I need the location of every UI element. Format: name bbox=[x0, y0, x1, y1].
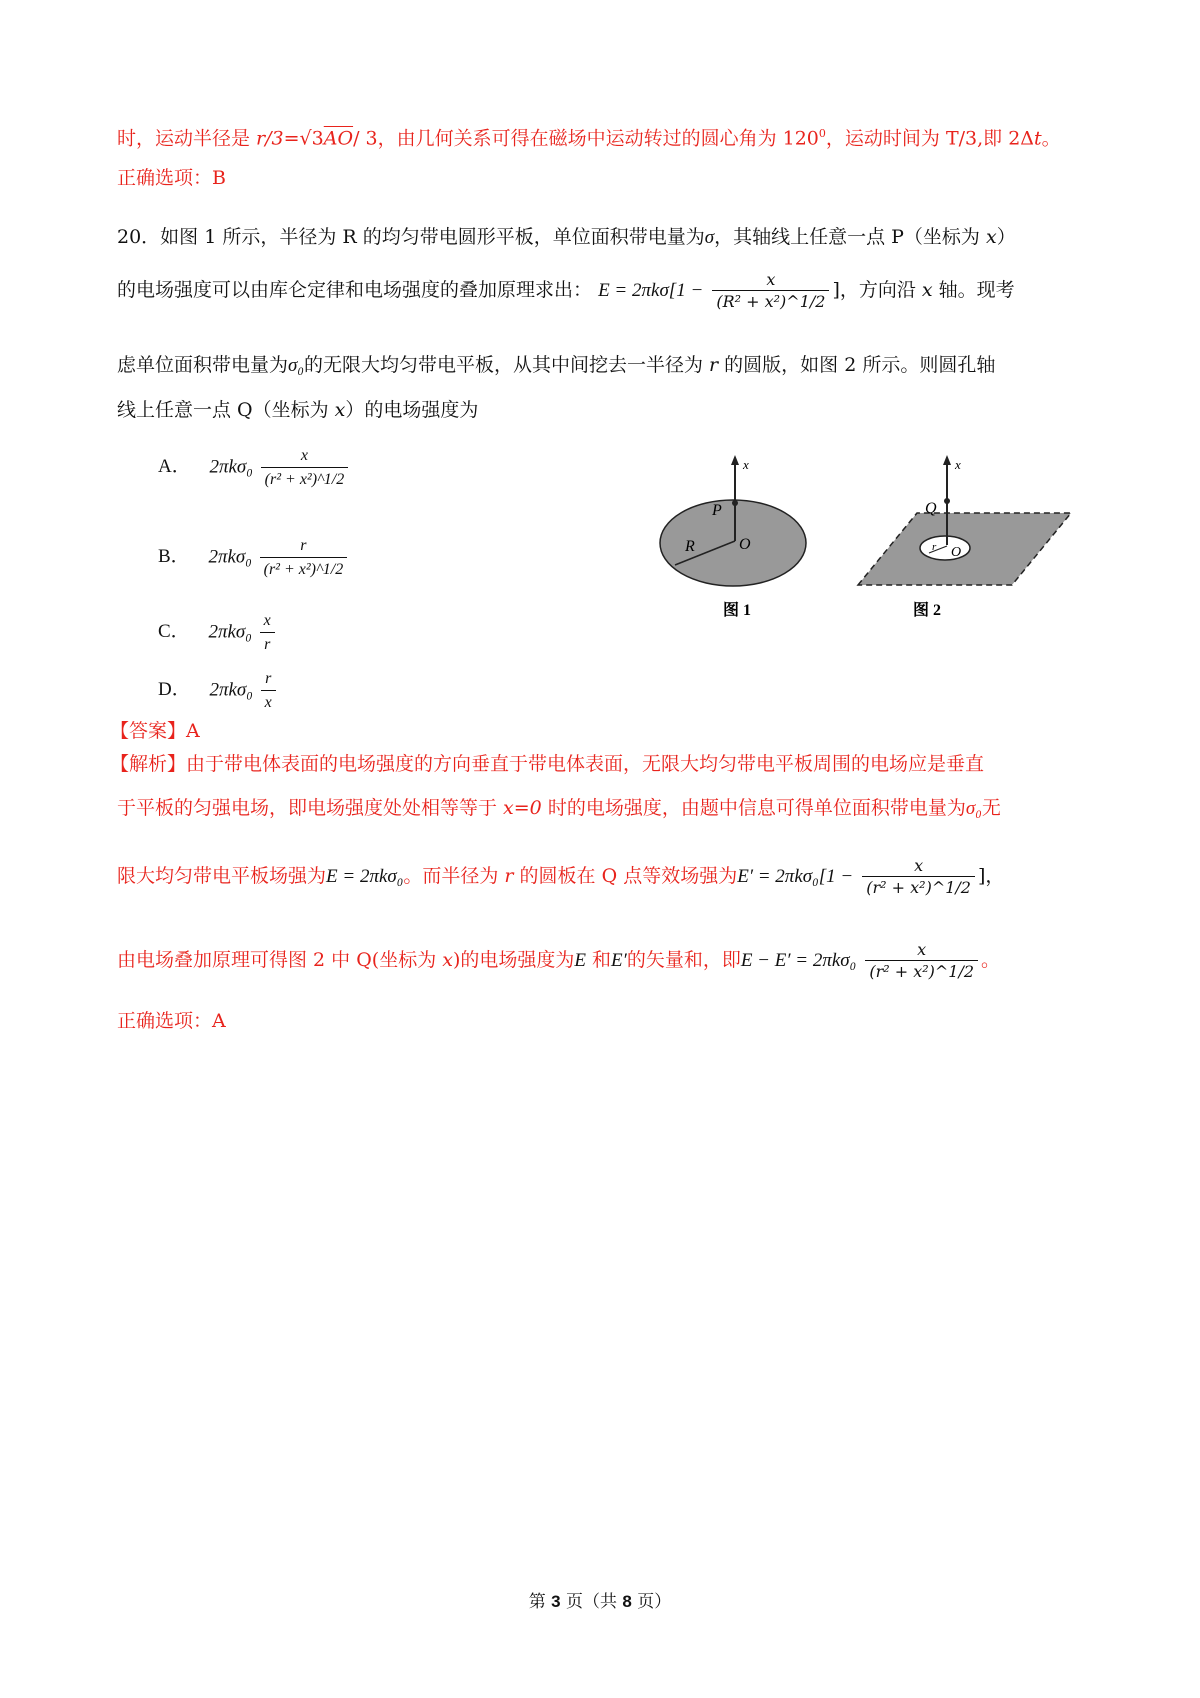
option-a-label: A． bbox=[158, 456, 191, 478]
analysis-frac2-num: x bbox=[865, 942, 978, 961]
question-line-3 bbox=[117, 356, 995, 375]
analysis-3a: 限大均匀带电平板场强为 bbox=[117, 865, 327, 887]
analysis-line-1 bbox=[110, 755, 984, 774]
prev-text-b: ，由几何关系可得在磁场中运动转过的圆心角为 120 bbox=[377, 127, 819, 150]
answer-value: A bbox=[186, 720, 200, 742]
prev-sqrt: √3 bbox=[299, 127, 324, 150]
analysis-4a: 由电场叠加原理可得图 2 中 Q(坐标为 bbox=[117, 949, 443, 971]
q3-text-b: 的无限大均匀带电平板，从其中间挖去一半径为 bbox=[304, 354, 710, 376]
prev-t: t bbox=[1034, 127, 1042, 150]
footer-mid: 页（共 bbox=[560, 1592, 623, 1612]
option-c-fraction bbox=[260, 612, 275, 654]
analysis-fraction-1 bbox=[862, 858, 975, 896]
option-a-num: x bbox=[261, 447, 349, 468]
q2-frac-den: (R² + x²)^1/2 bbox=[716, 292, 826, 311]
fig2-q-label: Q bbox=[925, 500, 937, 517]
q4-text-b: ）的电场强度为 bbox=[345, 399, 479, 421]
q-text-c: ） bbox=[996, 226, 1016, 248]
analysis-2a: 于平板的匀强电场，即电场强度处处相等等于 bbox=[117, 797, 504, 819]
answer-tag: 【答案】 bbox=[110, 720, 187, 742]
prev-line-1 bbox=[117, 128, 1061, 148]
q4-x: x bbox=[334, 399, 346, 421]
analysis-4x: x bbox=[442, 949, 453, 971]
option-b-label: B． bbox=[158, 546, 190, 568]
figure-diagram bbox=[655, 455, 1075, 665]
option-d[interactable] bbox=[158, 670, 279, 712]
prev-answer: 正确选项：B bbox=[117, 167, 226, 189]
option-c-coef: 2πkσ₀ bbox=[208, 621, 252, 643]
analysis-line-3 bbox=[117, 858, 1004, 896]
fig2-arrow-icon bbox=[943, 455, 951, 465]
analysis-4b: )的电场强度为 bbox=[452, 949, 575, 971]
fig1-arrow-icon bbox=[731, 455, 739, 465]
analysis-text-1: 由于带电体表面的电场强度的方向垂直于带电体表面，无限大均匀带电平板周围的电场应是垂直 bbox=[186, 753, 985, 775]
question-line-4 bbox=[117, 401, 478, 420]
analysis-3end: ]， bbox=[977, 865, 1005, 887]
fig2-point-q bbox=[944, 498, 950, 504]
prev-div: / 3 bbox=[353, 127, 378, 150]
q4-text: 线上任意一点 Q（坐标为 bbox=[117, 399, 335, 421]
fig2-r-label: r bbox=[932, 541, 937, 553]
analysis-3b: 。而半径为 bbox=[403, 865, 505, 887]
option-c-den: r bbox=[264, 636, 271, 653]
option-b-coef: 2πkσ₀ bbox=[208, 546, 252, 568]
q-text-b: ，其轴线上任意一点 P（坐标为 bbox=[714, 226, 986, 248]
option-b[interactable] bbox=[158, 537, 350, 579]
analysis-2b: 时的电场强度，由题中信息可得单位面积带电量为 bbox=[541, 797, 966, 819]
option-d-fraction bbox=[261, 670, 276, 712]
q-text: 20．如图 1 所示，半径为 R 的均匀带电圆形平板，单位面积带电量为 bbox=[117, 226, 705, 248]
option-c-label: C． bbox=[158, 621, 190, 643]
footer-post: 页） bbox=[631, 1592, 672, 1612]
analysis-3c: 的圆板在 Q 点等效场强为 bbox=[513, 865, 738, 887]
q2-x: x bbox=[921, 279, 933, 301]
plane-hole bbox=[920, 536, 970, 560]
question-line-1 bbox=[117, 228, 1016, 247]
option-a-fraction bbox=[261, 447, 349, 489]
q2-fraction bbox=[712, 272, 829, 310]
analysis-4e2: E′ bbox=[611, 950, 627, 971]
analysis-r: r bbox=[504, 865, 514, 887]
fig2-axis-label: x bbox=[955, 457, 961, 472]
analysis-fraction-2 bbox=[865, 942, 978, 980]
option-d-coef: 2πkσ₀ bbox=[209, 679, 253, 701]
footer-total-pages: 8 bbox=[622, 1592, 632, 1611]
analysis-4c: 的矢量和，即 bbox=[626, 949, 741, 971]
footer-page-number: 3 bbox=[551, 1592, 561, 1611]
analysis-4and: 和 bbox=[586, 949, 612, 971]
fig2-caption: 图 2 bbox=[913, 602, 942, 619]
fig1-point-p bbox=[732, 500, 738, 506]
q3-r: r bbox=[709, 354, 719, 376]
footer-pre: 第 bbox=[528, 1592, 552, 1612]
q3-text: 虑单位面积带电量为 bbox=[117, 354, 289, 376]
option-d-den: x bbox=[264, 694, 272, 711]
analysis-4e: E bbox=[574, 950, 586, 971]
option-a[interactable] bbox=[158, 447, 351, 489]
q3-text-c: 的圆版，如图 2 所示。则圆孔轴 bbox=[718, 354, 996, 376]
option-d-num: r bbox=[261, 670, 276, 691]
fig1-caption: 图 1 bbox=[723, 602, 752, 619]
analysis-4end: 。 bbox=[981, 949, 1001, 971]
analysis-final: 正确选项：A bbox=[117, 1010, 226, 1032]
prev-degree: 0 bbox=[818, 127, 826, 140]
fig1-o-label: O bbox=[739, 536, 751, 553]
q2-text: 的电场强度可以由库仑定律和电场强度的叠加原理求出： bbox=[117, 279, 593, 301]
question-line-2 bbox=[117, 272, 1015, 310]
prev-text-c: ，运动时间为 T/3,即 2Δ bbox=[825, 127, 1034, 150]
analysis-2c: 无 bbox=[981, 797, 1001, 819]
prev-text-a: 时，运动半径是 bbox=[117, 127, 257, 150]
analysis-frac2-den: (r² + x²)^1/2 bbox=[869, 962, 975, 981]
analysis-sigma0: σ₀ bbox=[965, 798, 982, 819]
answer-line bbox=[110, 722, 200, 741]
prev-end: 。 bbox=[1041, 127, 1061, 150]
analysis-line-4 bbox=[117, 942, 1000, 980]
analysis-tag: 【解析】 bbox=[110, 753, 187, 775]
prev-ao: $\overline{AO}$ bbox=[323, 127, 354, 150]
option-a-den: (r² + x²)^1/2 bbox=[264, 471, 345, 488]
q2-formula: E = 2πkσ[1 − bbox=[598, 280, 704, 301]
fig1-axis-label: x bbox=[743, 457, 749, 472]
option-c-num: x bbox=[260, 612, 275, 633]
q-sigma: σ bbox=[704, 227, 715, 248]
analysis-line-2 bbox=[117, 799, 1001, 818]
q2-text-b: ]，方向沿 bbox=[832, 279, 922, 301]
analysis-frac1-num: x bbox=[862, 858, 975, 877]
q3-sigma0: σ₀ bbox=[288, 355, 304, 376]
option-b-fraction bbox=[260, 537, 348, 579]
q2-frac-num: x bbox=[712, 272, 829, 291]
option-b-num: r bbox=[260, 537, 348, 558]
option-d-label: D． bbox=[158, 679, 191, 701]
analysis-x0: x=0 bbox=[503, 797, 542, 819]
analysis-eq3: E − E′ = 2πkσ₀ bbox=[740, 950, 857, 971]
page-footer bbox=[0, 1587, 1200, 1612]
analysis-eq2: E′ = 2πkσ₀[1 − bbox=[737, 866, 854, 887]
fig1-p-label: P bbox=[712, 502, 722, 519]
prev-r3: r/3= bbox=[256, 127, 300, 150]
fig1-r-label: R bbox=[685, 538, 695, 555]
q2-text-c: 轴。现考 bbox=[932, 279, 1015, 301]
analysis-eq1: E = 2πkσ₀ bbox=[326, 866, 404, 887]
option-c[interactable] bbox=[158, 612, 278, 654]
option-a-coef: 2πkσ₀ bbox=[209, 456, 253, 478]
option-b-den: (r² + x²)^1/2 bbox=[263, 561, 344, 578]
fig2-o-label: O bbox=[951, 545, 962, 560]
q-x: x bbox=[985, 226, 997, 248]
analysis-frac1-den: (r² + x²)^1/2 bbox=[866, 878, 971, 897]
charged-disk bbox=[660, 500, 806, 586]
